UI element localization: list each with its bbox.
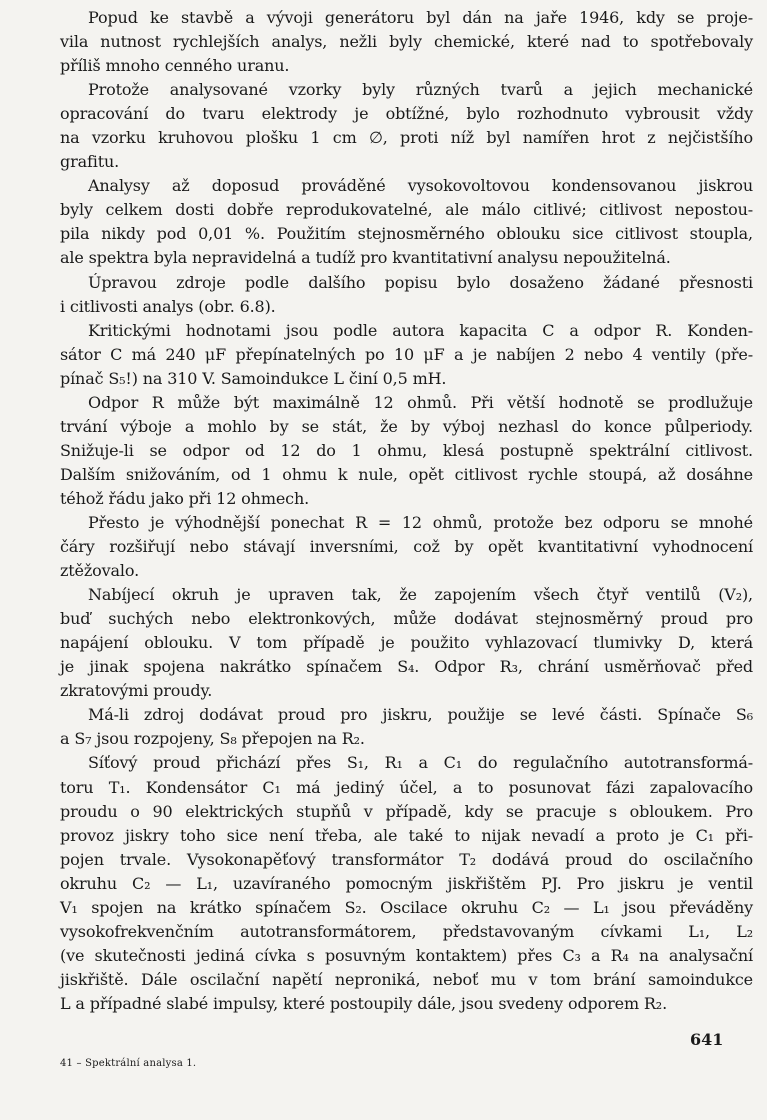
text-line: Popud ke stavbě a vývoji generátoru byl dán na jaře 1946, kdy se proje- — [88, 8, 753, 27]
body-text — [60, 6, 753, 1016]
text-line: příliš mnoho cenného uranu. — [60, 56, 290, 76]
paragraph — [60, 271, 753, 319]
text-line: Má-li zdroj dodávat proud pro jiskru, použije se levé části. Spínače S₆ — [88, 705, 753, 725]
text-line: je jinak spojena nakrátko spínačem S₄. Odpor R₃, chrání usměrňovač před — [60, 657, 753, 677]
text-line: ale spektra byla nepravidelná a tudíž pro kvantitativní analysu nepoužitelná. — [60, 248, 671, 268]
text-line: čáry rozšiřují nebo stávají inversními, což by opět kvantitativní vyhodnocení — [60, 537, 753, 557]
text-line: Odpor R může být maximálně 12 ohmů. Při větší hodnotě se prodlužuje — [88, 392, 753, 412]
text-line: zkratovými proudy. — [60, 681, 213, 701]
text-line: Nabíjecí okruh je upraven tak, že zapojením všech čtyř ventilů (V₂), — [88, 585, 753, 605]
paragraph — [60, 319, 753, 391]
text-line: Protože analysované vzorky byly různých tvarů a jejich mechanické — [88, 80, 753, 100]
text-line: sátor C má 240 μF přepínatelných po 10 μF a je nabíjen 2 nebo 4 ventily (pře- — [60, 344, 753, 364]
text-line: (ve skutečnosti jediná cívka s posuvným kontaktem) přes C₃ a R₄ na analysační — [60, 945, 753, 965]
text-line: proudu o 90 elektrických stupňů v případě, kdy se pracuje s obloukem. Pro — [60, 801, 753, 821]
paragraph — [60, 751, 753, 1016]
text-line: na vzorku kruhovou plošku 1 cm ∅, proti níž byl namířen hrot z nejčistšího — [60, 128, 753, 148]
text-line: téhož řádu jako při 12 ohmech. — [60, 488, 310, 508]
text-line: vysokofrekvenčním autotransformátorem, představovaným cívkami L₁, L₂ — [60, 921, 753, 941]
text-line: Síťový proud přichází přes S₁, R₁ a C₁ do regulačního autotransformá- — [88, 753, 753, 773]
text-line: vila nutnost rychlejších analys, nežli byly chemické, které nad to spotřebovaly — [60, 32, 753, 52]
text-line: a S₇ jsou rozpojeny, S₈ přepojen na R₂. — [60, 729, 365, 749]
text-line: pojen trvale. Vysokonapěťový transformátor T₂ dodává proud do oscilačního — [60, 849, 753, 869]
text-line: pila nikdy pod 0,01 %. Použitím stejnosměrného oblouku sice citlivost stoupla, — [60, 224, 753, 244]
text-line: opracování do tvaru elektrody je obtížné, bylo rozhodnuto vybrousit vždy — [60, 104, 753, 124]
page-number: 641 — [690, 1030, 724, 1049]
text-line: okruhu C₂ — L₁, uzavíraného pomocným jiskřištěm PJ. Pro jiskru je ventil — [60, 873, 753, 893]
text-line: trvání výboje a mohlo by se stát, že by výboj nezhasl do konce půlperiody. — [60, 416, 753, 436]
text-line: Analysy až doposud prováděné vysokovoltovou kondensovanou jiskrou — [88, 176, 753, 196]
paragraph — [60, 6, 753, 78]
text-line: Úpravou zdroje podle dalšího popisu bylo dosaženo žádané přesnosti — [88, 272, 753, 292]
text-line: Kritickými hodnotami jsou podle autora kapacita C a odpor R. Konden- — [88, 320, 753, 340]
paragraph — [60, 174, 753, 270]
paragraph — [60, 78, 753, 174]
text-line: toru T₁. Kondensátor C₁ má jediný účel, a to posunovat fázi zapalovacího — [60, 777, 753, 797]
text-line: Snižuje-li se odpor od 12 do 1 ohmu, klesá postupně spektrální citlivost. — [60, 440, 753, 460]
text-line: i citlivosti analys (obr. 6.8). — [60, 296, 276, 316]
text-line: L a případné slabé impulsy, které postoupily dále, jsou svedeny odporem R₂. — [60, 993, 668, 1013]
text-line: buď suchých nebo elektronkových, může dodávat stejnosměrný proud pro — [60, 609, 753, 629]
paragraph — [60, 511, 753, 583]
text-line: pínač S₅!) na 310 V. Samoindukce L činí 0,5 mH. — [60, 368, 447, 388]
text-line: Dalším snižováním, od 1 ohmu k nule, opět citlivost rychle stoupá, až dosáhne — [60, 464, 753, 484]
text-line: jiskřiště. Dále oscilační napětí neproniká, neboť mu v tom brání samoindukce — [60, 969, 753, 989]
text-line: provoz jiskry toho sice není třeba, ale také to nijak nevadí a proto je C₁ při- — [60, 825, 753, 845]
text-line: grafitu. — [60, 152, 120, 172]
paragraph — [60, 391, 753, 511]
text-line: ztěžovalo. — [60, 561, 140, 581]
paragraph — [60, 703, 753, 751]
text-line: byly celkem dosti dobře reprodukovatelné, ale málo citlivé; citlivost nepostou- — [60, 200, 753, 220]
paragraph — [60, 583, 753, 703]
text-line: napájení oblouku. V tom případě je použito vyhlazovací tlumivky D, která — [60, 633, 753, 653]
signature-mark: 41 – Spektrální analysa 1. — [60, 1058, 197, 1069]
text-line: V₁ spojen na krátko spínačem S₂. Oscilace okruhu C₂ — L₁ jsou převáděny — [60, 897, 753, 917]
text-line: Přesto je výhodnější ponechat R = 12 ohmů, protože bez odporu se mnohé — [88, 512, 753, 532]
